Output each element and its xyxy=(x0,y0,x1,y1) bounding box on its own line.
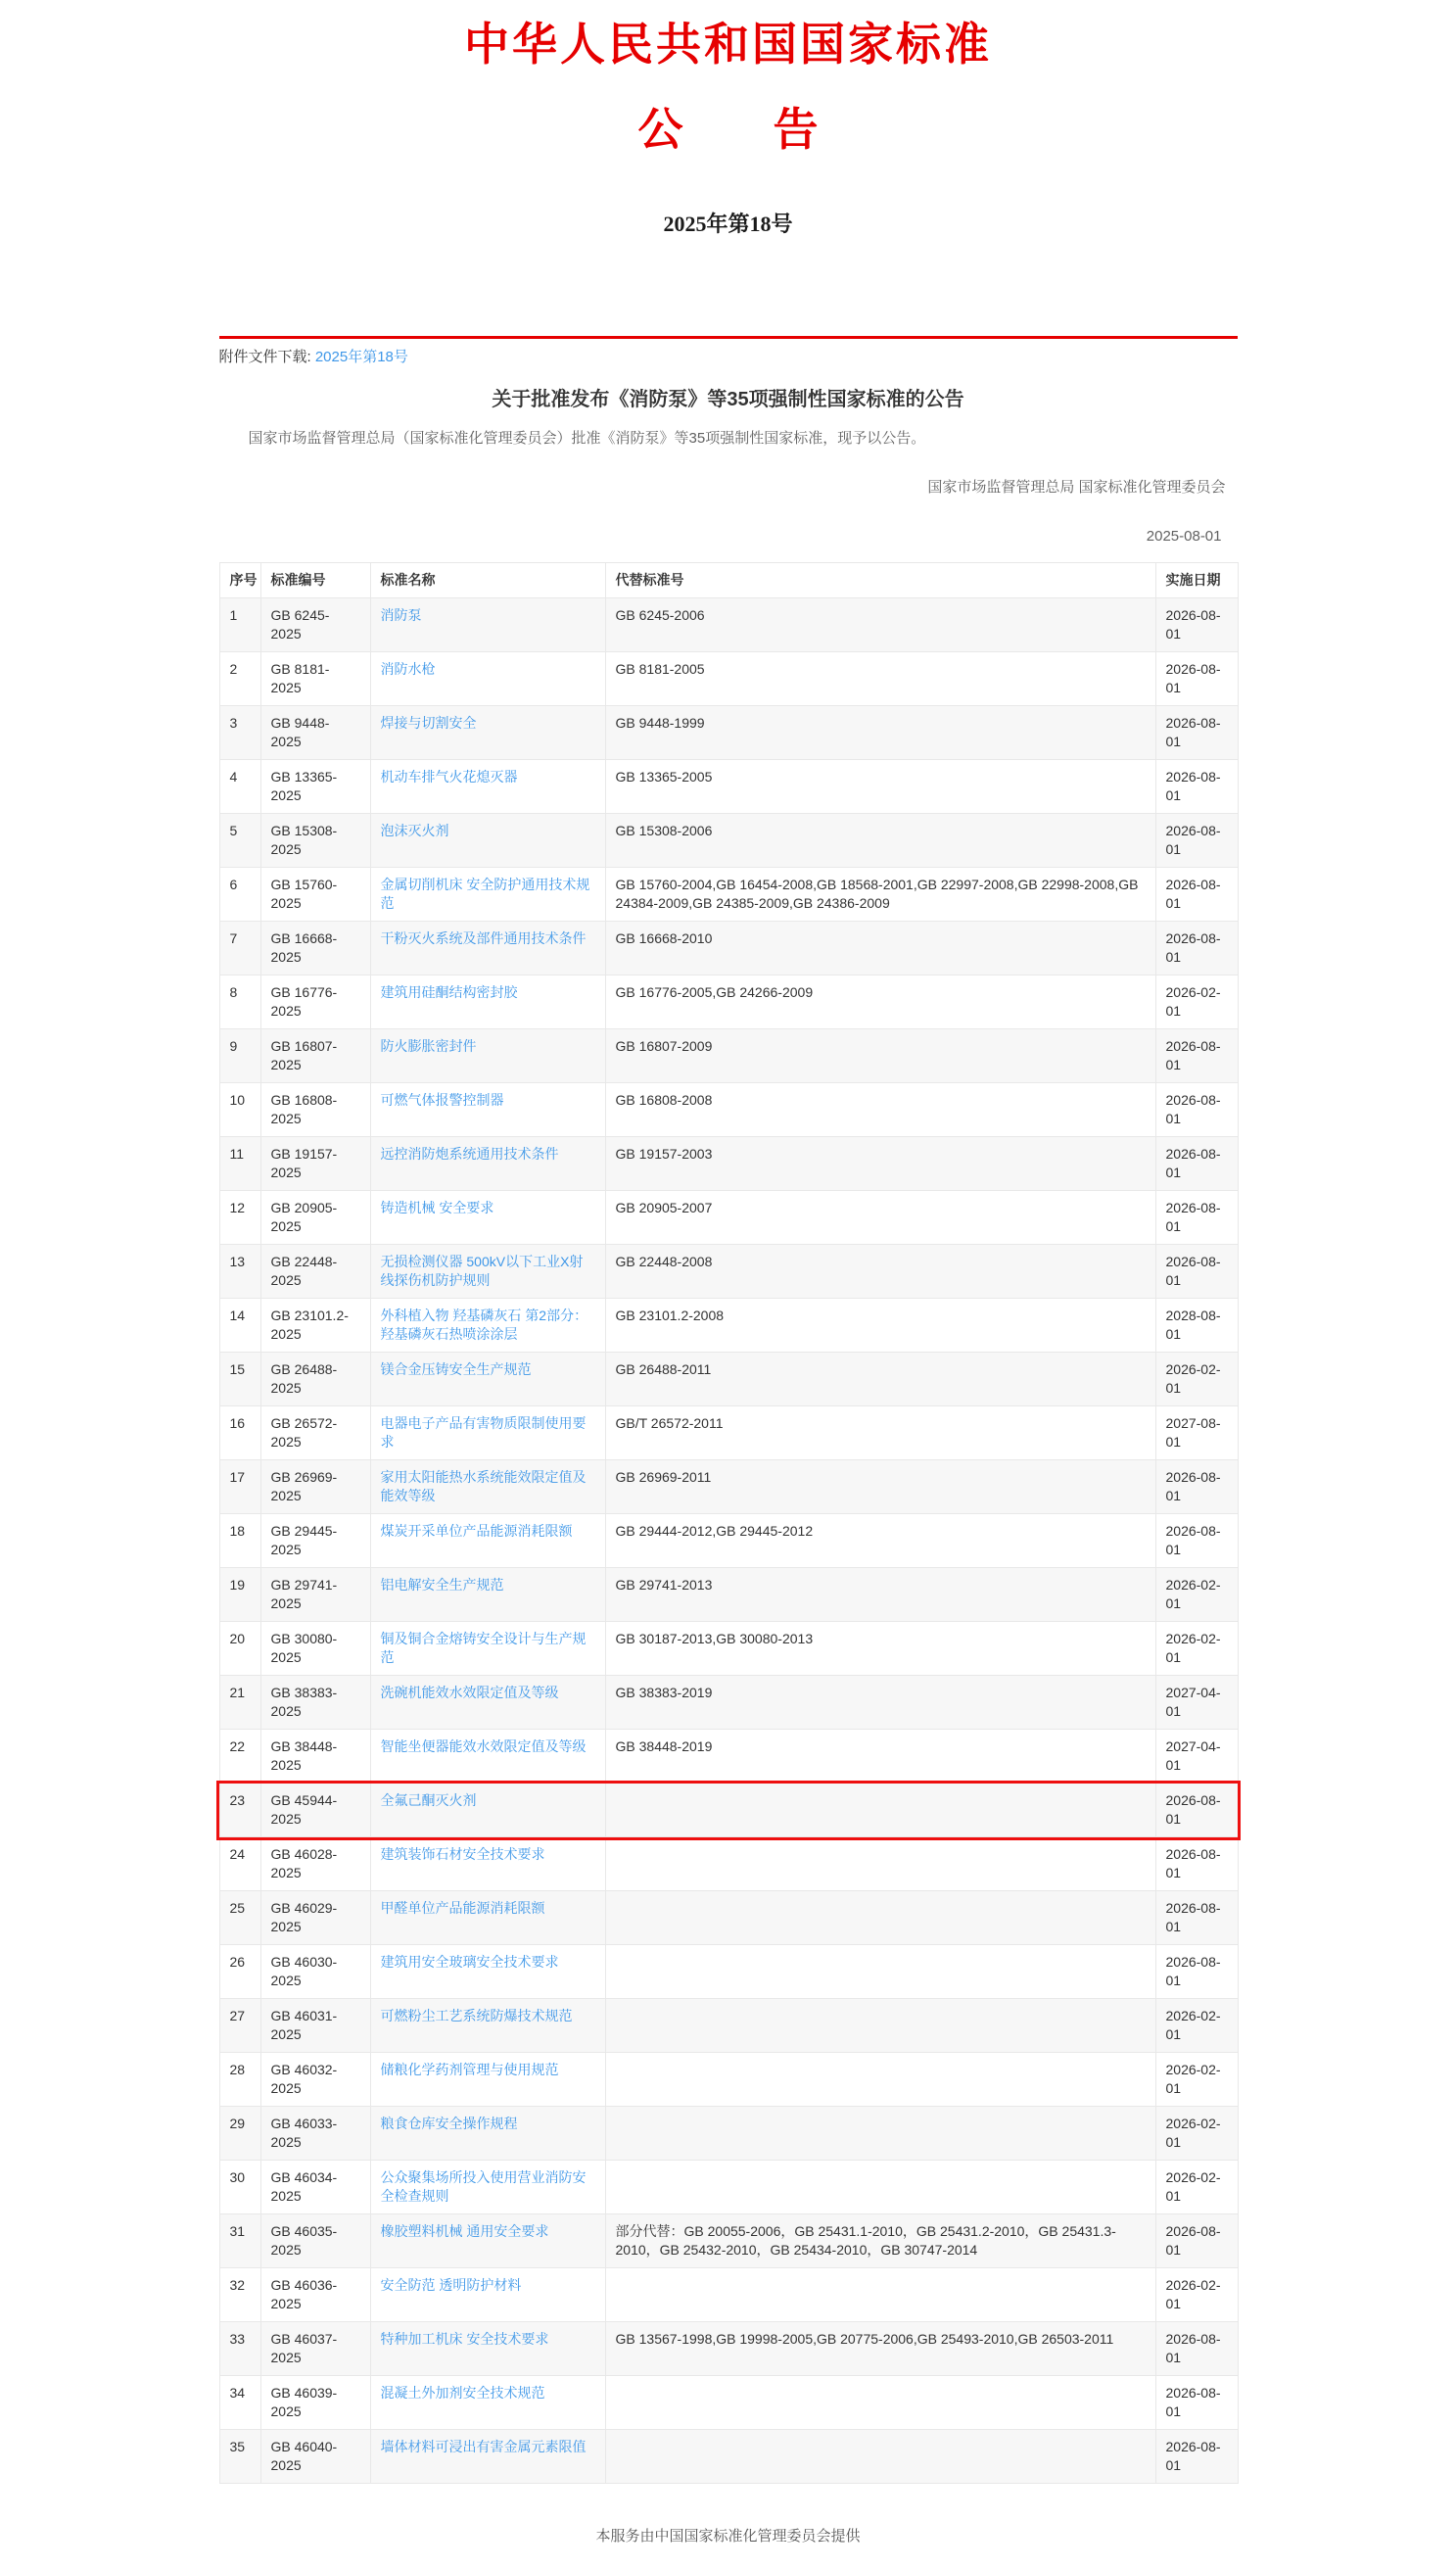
cell-standard-name xyxy=(370,1784,605,1837)
cell-implementation-date: 2026-08-01 xyxy=(1155,1837,1238,1891)
standard-name-link[interactable]: 外科植入物 羟基磷灰石 第2部分：羟基磷灰石热喷涂涂层 xyxy=(380,1308,588,1343)
cell-implementation-date: 2026-02-01 xyxy=(1155,1999,1238,2053)
standard-name-link[interactable]: 建筑装饰石材安全技术要求 xyxy=(380,1846,545,1863)
table-row xyxy=(219,922,1238,975)
cell-standard-code: GB 22448-2025 xyxy=(260,1245,370,1299)
cell-standard-code: GB 46034-2025 xyxy=(260,2161,370,2214)
cell-replaced-standards: GB 9448-1999 xyxy=(605,706,1155,760)
cell-standard-code: GB 16807-2025 xyxy=(260,1029,370,1083)
table-row xyxy=(219,1514,1238,1568)
cell-standard-name xyxy=(370,1622,605,1676)
cell-standard-name xyxy=(370,975,605,1029)
cell-standard-code: GB 23101.2-2025 xyxy=(260,1299,370,1353)
cell-standard-code: GB 46030-2025 xyxy=(260,1945,370,1999)
page-title: 中华人民共和国国家标准 xyxy=(464,20,992,70)
standard-name-link[interactable]: 消防泵 xyxy=(380,607,422,624)
table-row xyxy=(219,1191,1238,1245)
cell-standard-name xyxy=(370,868,605,922)
cell-index: 16 xyxy=(219,1406,260,1460)
standard-name-link[interactable]: 公众聚集场所投入使用营业消防安全检查规则 xyxy=(380,2169,587,2205)
cell-standard-name xyxy=(370,1299,605,1353)
cell-replaced-standards xyxy=(605,1999,1155,2053)
cell-standard-name xyxy=(370,598,605,652)
cell-index: 14 xyxy=(219,1299,260,1353)
cell-replaced-standards: GB 19157-2003 xyxy=(605,1137,1155,1191)
table-row xyxy=(219,1083,1238,1137)
cell-standard-name xyxy=(370,706,605,760)
cell-replaced-standards: GB 6245-2006 xyxy=(605,598,1155,652)
cell-standard-name xyxy=(370,1083,605,1137)
standard-name-link[interactable]: 储粮化学药剂管理与使用规范 xyxy=(380,2062,559,2078)
table-row xyxy=(219,2376,1238,2430)
table-row xyxy=(219,814,1238,868)
table-row xyxy=(219,1622,1238,1676)
cell-index: 12 xyxy=(219,1191,260,1245)
cell-index: 9 xyxy=(219,1029,260,1083)
cell-replaced-standards: GB 13365-2005 xyxy=(605,760,1155,814)
cell-standard-code: GB 9448-2025 xyxy=(260,706,370,760)
standard-name-link[interactable]: 金属切削机床 安全防护通用技术规范 xyxy=(380,877,590,912)
cell-standard-code: GB 45944-2025 xyxy=(260,1784,370,1837)
cell-implementation-date: 2026-08-01 xyxy=(1155,652,1238,706)
standard-name-link[interactable]: 铝电解安全生产规范 xyxy=(380,1577,504,1594)
cell-implementation-date: 2026-08-01 xyxy=(1155,2430,1238,2484)
cell-implementation-date: 2026-08-01 xyxy=(1155,814,1238,868)
table-header-row xyxy=(219,563,1238,598)
standard-name-link[interactable]: 混凝土外加剂安全技术规范 xyxy=(380,2385,545,2402)
cell-standard-name xyxy=(370,760,605,814)
cell-index: 17 xyxy=(219,1460,260,1514)
table-row xyxy=(219,1999,1238,2053)
cell-index: 30 xyxy=(219,2161,260,2214)
table-row xyxy=(219,1137,1238,1191)
table-row xyxy=(219,1568,1238,1622)
cell-standard-name xyxy=(370,1999,605,2053)
cell-standard-code: GB 29741-2025 xyxy=(260,1568,370,1622)
notice-title: 关于批准发布《消防泵》等35项强制性国家标准的公告 xyxy=(492,389,964,411)
table-row xyxy=(219,1784,1238,1837)
cell-standard-code: GB 46029-2025 xyxy=(260,1891,370,1945)
table-row xyxy=(219,1029,1238,1083)
standard-name-link[interactable]: 橡胶塑料机械 通用安全要求 xyxy=(380,2223,549,2240)
cell-replaced-standards: GB 22448-2008 xyxy=(605,1245,1155,1299)
standard-name-link[interactable]: 家用太阳能热水系统能效限定值及能效等级 xyxy=(380,1469,587,1504)
standard-name-link[interactable]: 机动车排气火花熄灭器 xyxy=(380,769,518,785)
table-row xyxy=(219,598,1238,652)
table-row xyxy=(219,2053,1238,2107)
cell-index: 6 xyxy=(219,868,260,922)
cell-replaced-standards: GB 16776-2005,GB 24266-2009 xyxy=(605,975,1155,1029)
table-row xyxy=(219,1676,1238,1730)
column-header-no: 序号 xyxy=(219,563,260,598)
cell-index: 20 xyxy=(219,1622,260,1676)
cell-index: 28 xyxy=(219,2053,260,2107)
cell-standard-name xyxy=(370,2161,605,2214)
cell-implementation-date: 2026-08-01 xyxy=(1155,2214,1238,2268)
cell-replaced-standards: GB 38448-2019 xyxy=(605,1730,1155,1784)
table-row xyxy=(219,1245,1238,1299)
cell-replaced-standards xyxy=(605,2107,1155,2161)
table-row xyxy=(219,1353,1238,1406)
cell-replaced-standards xyxy=(605,2053,1155,2107)
cell-standard-name xyxy=(370,1676,605,1730)
cell-index: 29 xyxy=(219,2107,260,2161)
cell-index: 31 xyxy=(219,2214,260,2268)
cell-standard-name xyxy=(370,1460,605,1514)
cell-implementation-date: 2026-08-01 xyxy=(1155,922,1238,975)
standard-name-link[interactable]: 泡沫灭火剂 xyxy=(380,823,449,839)
cell-standard-name xyxy=(370,1837,605,1891)
cell-replaced-standards xyxy=(605,1945,1155,1999)
cell-replaced-standards: GB 26488-2011 xyxy=(605,1353,1155,1406)
cell-replaced-standards: GB 16807-2009 xyxy=(605,1029,1155,1083)
cell-index: 2 xyxy=(219,652,260,706)
cell-standard-code: GB 29445-2025 xyxy=(260,1514,370,1568)
table-row xyxy=(219,1730,1238,1784)
standard-name-link[interactable]: 铸造机械 安全要求 xyxy=(380,1200,494,1216)
cell-standard-name xyxy=(370,2268,605,2322)
cell-index: 21 xyxy=(219,1676,260,1730)
cell-index: 35 xyxy=(219,2430,260,2484)
cell-replaced-standards: GB 15308-2006 xyxy=(605,814,1155,868)
cell-standard-name xyxy=(370,1514,605,1568)
cell-standard-code: GB 46036-2025 xyxy=(260,2268,370,2322)
table-row xyxy=(219,975,1238,1029)
cell-index: 18 xyxy=(219,1514,260,1568)
cell-replaced-standards: GB 15760-2004,GB 16454-2008,GB 18568-2001,GB 22997-2008,GB 22998-2008,GB 24384-2009,GB 24385-2009,GB 24386-2009 xyxy=(605,868,1155,922)
table-row xyxy=(219,1299,1238,1353)
cell-implementation-date: 2026-08-01 xyxy=(1155,2376,1238,2430)
standard-name-link[interactable]: 建筑用硅酮结构密封胶 xyxy=(380,984,518,1001)
cell-implementation-date: 2026-02-01 xyxy=(1155,2053,1238,2107)
cell-implementation-date: 2026-08-01 xyxy=(1155,1137,1238,1191)
attachment-row xyxy=(219,347,1238,368)
cell-standard-name xyxy=(370,1945,605,1999)
standard-name-link[interactable]: 消防水枪 xyxy=(380,661,436,678)
cell-replaced-standards: GB 26969-2011 xyxy=(605,1460,1155,1514)
cell-standard-code: GB 26488-2025 xyxy=(260,1353,370,1406)
standard-name-link[interactable]: 可燃气体报警控制器 xyxy=(380,1092,504,1109)
column-header-replaces: 代替标准号 xyxy=(605,563,1155,598)
cell-index: 32 xyxy=(219,2268,260,2322)
column-header-code: 标准编号 xyxy=(260,563,370,598)
cell-replaced-standards xyxy=(605,1784,1155,1837)
cell-replaced-standards: GB 16808-2008 xyxy=(605,1083,1155,1137)
table-row xyxy=(219,1460,1238,1514)
cell-standard-code: GB 46039-2025 xyxy=(260,2376,370,2430)
cell-replaced-standards: GB 29444-2012,GB 29445-2012 xyxy=(605,1514,1155,1568)
standard-name-link[interactable]: 粮食仓库安全操作规程 xyxy=(380,2116,518,2132)
standard-name-link[interactable]: 可燃粉尘工艺系统防爆技术规范 xyxy=(380,2008,573,2024)
cell-replaced-standards: GB 30187-2013,GB 30080-2013 xyxy=(605,1622,1155,1676)
cell-index: 5 xyxy=(219,814,260,868)
cell-index: 26 xyxy=(219,1945,260,1999)
cell-standard-name xyxy=(370,1029,605,1083)
cell-index: 1 xyxy=(219,598,260,652)
footer-note: 本服务由中国国家标准化管理委员会提供 xyxy=(595,2528,861,2545)
cell-index: 7 xyxy=(219,922,260,975)
cell-implementation-date: 2026-02-01 xyxy=(1155,2268,1238,2322)
cell-implementation-date: 2026-02-01 xyxy=(1155,1353,1238,1406)
table-row xyxy=(219,868,1238,922)
cell-standard-code: GB 46032-2025 xyxy=(260,2053,370,2107)
cell-implementation-date: 2026-02-01 xyxy=(1155,1622,1238,1676)
standard-name-link[interactable]: 甲醛单位产品能源消耗限额 xyxy=(380,1900,545,1917)
cell-standard-code: GB 46037-2025 xyxy=(260,2322,370,2376)
standard-name-link[interactable]: 干粉灭火系统及部件通用技术条件 xyxy=(380,930,587,947)
cell-standard-name xyxy=(370,1406,605,1460)
standards-table-body xyxy=(219,598,1238,2484)
cell-implementation-date: 2026-08-01 xyxy=(1155,868,1238,922)
standard-name-link[interactable]: 铜及铜合金熔铸安全设计与生产规范 xyxy=(380,1631,587,1666)
cell-implementation-date: 2026-08-01 xyxy=(1155,1945,1238,1999)
cell-standard-code: GB 46035-2025 xyxy=(260,2214,370,2268)
table-row xyxy=(219,2322,1238,2376)
cell-index: 23 xyxy=(219,1784,260,1837)
cell-standard-name xyxy=(370,1891,605,1945)
cell-standard-code: GB 16776-2025 xyxy=(260,975,370,1029)
cell-standard-name xyxy=(370,2107,605,2161)
cell-implementation-date: 2027-08-01 xyxy=(1155,1406,1238,1460)
cell-standard-name xyxy=(370,1191,605,1245)
cell-standard-code: GB 46040-2025 xyxy=(260,2430,370,2484)
cell-implementation-date: 2027-04-01 xyxy=(1155,1676,1238,1730)
cell-index: 27 xyxy=(219,1999,260,2053)
cell-standard-code: GB 13365-2025 xyxy=(260,760,370,814)
cell-standard-code: GB 46033-2025 xyxy=(260,2107,370,2161)
cell-implementation-date: 2026-08-01 xyxy=(1155,760,1238,814)
standard-name-link[interactable]: 电器电子产品有害物质限制使用要求 xyxy=(380,1415,587,1451)
cell-index: 34 xyxy=(219,2376,260,2430)
table-row xyxy=(219,2430,1238,2484)
cell-implementation-date: 2026-08-01 xyxy=(1155,1784,1238,1837)
cell-implementation-date: 2028-08-01 xyxy=(1155,1299,1238,1353)
column-header-date: 实施日期 xyxy=(1155,563,1238,598)
cell-index: 13 xyxy=(219,1245,260,1299)
cell-replaced-standards xyxy=(605,2161,1155,2214)
standard-name-link[interactable]: 煤炭开采单位产品能源消耗限额 xyxy=(380,1523,573,1540)
standard-name-link[interactable]: 无损检测仪器 500kV以下工业X射线探伤机防护规则 xyxy=(380,1254,584,1289)
cell-index: 19 xyxy=(219,1568,260,1622)
cell-implementation-date: 2026-02-01 xyxy=(1155,2161,1238,2214)
issue-number: 2025年第18号 xyxy=(663,212,793,237)
cell-standard-name xyxy=(370,2430,605,2484)
cell-replaced-standards: 部分代替：GB 20055-2006，GB 25431.1-2010，GB 25431.2-2010，GB 25431.3-2010，GB 25432-2010，GB 25434-2010，GB 30747-2014 xyxy=(605,2214,1155,2268)
page-subtitle: 公 告 xyxy=(637,105,819,156)
cell-implementation-date: 2026-08-01 xyxy=(1155,1029,1238,1083)
cell-replaced-standards: GB 38383-2019 xyxy=(605,1676,1155,1730)
cell-index: 10 xyxy=(219,1083,260,1137)
cell-standard-name xyxy=(370,1245,605,1299)
cell-index: 11 xyxy=(219,1137,260,1191)
content-area xyxy=(219,336,1238,2545)
cell-standard-code: GB 6245-2025 xyxy=(260,598,370,652)
cell-standard-code: GB 19157-2025 xyxy=(260,1137,370,1191)
cell-standard-code: GB 38383-2025 xyxy=(260,1676,370,1730)
cell-index: 8 xyxy=(219,975,260,1029)
cell-implementation-date: 2026-08-01 xyxy=(1155,1891,1238,1945)
cell-implementation-date: 2026-08-01 xyxy=(1155,1460,1238,1514)
table-row xyxy=(219,706,1238,760)
cell-standard-code: GB 20905-2025 xyxy=(260,1191,370,1245)
standard-name-link[interactable]: 洗碗机能效水效限定值及等级 xyxy=(380,1685,559,1701)
cell-standard-code: GB 16808-2025 xyxy=(260,1083,370,1137)
notice-body: 国家市场监督管理总局（国家标准化管理委员会）批准《消防泵》等35项强制性国家标准，现予以公告。 xyxy=(248,430,926,448)
cell-standard-code: GB 15308-2025 xyxy=(260,814,370,868)
cell-implementation-date: 2026-08-01 xyxy=(1155,1245,1238,1299)
cell-replaced-standards: GB 16668-2010 xyxy=(605,922,1155,975)
cell-replaced-standards xyxy=(605,1891,1155,1945)
cell-standard-name xyxy=(370,2322,605,2376)
cell-implementation-date: 2026-08-01 xyxy=(1155,706,1238,760)
cell-replaced-standards: GB 29741-2013 xyxy=(605,1568,1155,1622)
cell-replaced-standards xyxy=(605,1837,1155,1891)
standard-name-link[interactable]: 智能坐便器能效水效限定值及等级 xyxy=(380,1738,587,1755)
cell-standard-code: GB 16668-2025 xyxy=(260,922,370,975)
cell-standard-name xyxy=(370,2053,605,2107)
cell-index: 4 xyxy=(219,760,260,814)
red-divider xyxy=(219,336,1238,339)
cell-standard-code: GB 15760-2025 xyxy=(260,868,370,922)
cell-standard-code: GB 38448-2025 xyxy=(260,1730,370,1784)
cell-standard-code: GB 30080-2025 xyxy=(260,1622,370,1676)
standard-name-link[interactable]: 安全防范 透明防护材料 xyxy=(380,2277,522,2294)
table-row xyxy=(219,2214,1238,2268)
cell-index: 3 xyxy=(219,706,260,760)
standard-name-link[interactable]: 墙体材料可浸出有害金属元素限值 xyxy=(380,2439,587,2455)
cell-index: 22 xyxy=(219,1730,260,1784)
signature: 国家市场监督管理总局 国家标准化管理委员会 xyxy=(927,479,1226,497)
table-row xyxy=(219,1945,1238,1999)
cell-replaced-standards xyxy=(605,2268,1155,2322)
cell-replaced-standards: GB/T 26572-2011 xyxy=(605,1406,1155,1460)
cell-implementation-date: 2026-08-01 xyxy=(1155,1191,1238,1245)
cell-index: 33 xyxy=(219,2322,260,2376)
cell-replaced-standards: GB 23101.2-2008 xyxy=(605,1299,1155,1353)
cell-standard-code: GB 26969-2025 xyxy=(260,1460,370,1514)
cell-standard-name xyxy=(370,1730,605,1784)
cell-standard-code: GB 26572-2025 xyxy=(260,1406,370,1460)
standard-name-link[interactable]: 建筑用安全玻璃安全技术要求 xyxy=(380,1954,559,1971)
cell-standard-name xyxy=(370,814,605,868)
cell-standard-name xyxy=(370,2376,605,2430)
cell-implementation-date: 2026-08-01 xyxy=(1155,2322,1238,2376)
cell-implementation-date: 2026-08-01 xyxy=(1155,598,1238,652)
attachment-link[interactable]: 2025年第18号 xyxy=(314,349,408,366)
cell-replaced-standards xyxy=(605,2430,1155,2484)
cell-implementation-date: 2026-02-01 xyxy=(1155,1568,1238,1622)
cell-standard-name xyxy=(370,652,605,706)
attachment-label: 附件文件下载: xyxy=(218,349,311,366)
cell-implementation-date: 2026-02-01 xyxy=(1155,2107,1238,2161)
cell-implementation-date: 2027-04-01 xyxy=(1155,1730,1238,1784)
table-row xyxy=(219,1891,1238,1945)
standards-table xyxy=(219,562,1239,2484)
cell-implementation-date: 2026-08-01 xyxy=(1155,1083,1238,1137)
cell-replaced-standards xyxy=(605,2376,1155,2430)
cell-implementation-date: 2026-02-01 xyxy=(1155,975,1238,1029)
cell-standard-name xyxy=(370,1137,605,1191)
cell-standard-code: GB 46028-2025 xyxy=(260,1837,370,1891)
cell-standard-name xyxy=(370,2214,605,2268)
cell-index: 24 xyxy=(219,1837,260,1891)
standard-name-link[interactable]: 焊接与切割安全 xyxy=(380,715,477,732)
standard-name-link[interactable]: 远控消防炮系统通用技术条件 xyxy=(380,1146,559,1163)
table-row xyxy=(219,652,1238,706)
table-row xyxy=(219,2107,1238,2161)
table-row xyxy=(219,760,1238,814)
cell-index: 25 xyxy=(219,1891,260,1945)
cell-standard-name xyxy=(370,922,605,975)
standard-name-link[interactable]: 特种加工机床 安全技术要求 xyxy=(380,2331,549,2348)
cell-standard-name xyxy=(370,1568,605,1622)
standard-name-link[interactable]: 镁合金压铸安全生产规范 xyxy=(380,1361,532,1378)
column-header-name: 标准名称 xyxy=(370,563,605,598)
signature-date: 2025-08-01 xyxy=(1146,528,1222,546)
table-row xyxy=(219,2161,1238,2214)
cell-implementation-date: 2026-08-01 xyxy=(1155,1514,1238,1568)
table-row xyxy=(219,1837,1238,1891)
cell-replaced-standards: GB 20905-2007 xyxy=(605,1191,1155,1245)
cell-index: 15 xyxy=(219,1353,260,1406)
table-row xyxy=(219,2268,1238,2322)
table-row xyxy=(219,1406,1238,1460)
cell-standard-name xyxy=(370,1353,605,1406)
cell-replaced-standards: GB 13567-1998,GB 19998-2005,GB 20775-2006,GB 25493-2010,GB 26503-2011 xyxy=(605,2322,1155,2376)
standard-name-link[interactable]: 全氟己酮灭火剂 xyxy=(380,1792,477,1809)
cell-standard-code: GB 8181-2025 xyxy=(260,652,370,706)
standard-name-link[interactable]: 防火膨胀密封件 xyxy=(380,1038,477,1055)
cell-standard-code: GB 46031-2025 xyxy=(260,1999,370,2053)
cell-replaced-standards: GB 8181-2005 xyxy=(605,652,1155,706)
